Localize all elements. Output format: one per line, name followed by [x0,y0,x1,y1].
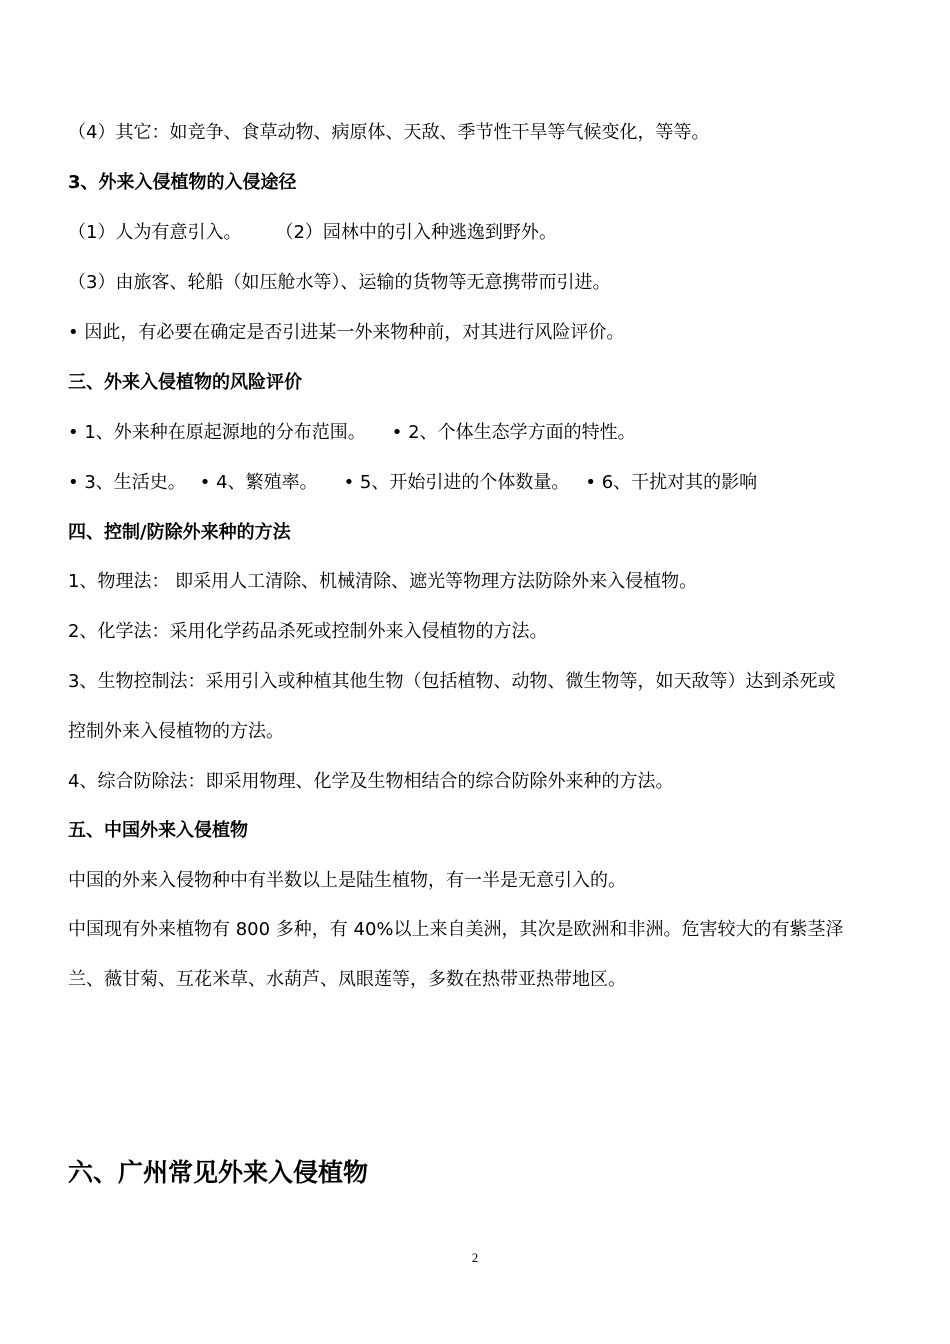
pathway-3: （3）由旅客、轮船（如压舱水等）、运输的货物等无意携带而引进。 [68,272,611,293]
pathway-row-1 [68,221,888,245]
method-integrated: 4、综合防除法：即采用物理、化学及生物相结合的综合防除外来种的方法。 [68,771,674,792]
section-control-methods: 四、控制/防除外来种的方法 [68,522,291,543]
heading-invasion-pathways: 3、外来入侵植物的入侵途径 [68,172,297,193]
method-chemical: 2、化学法：采用化学药品杀死或控制外来入侵植物的方法。 [68,621,548,642]
risk-item-5: • 5、开始引进的个体数量。 [343,472,570,493]
pathway-1: （1）人为有意引入。 [68,222,242,243]
method-physical: 1、物理法： 即采用人工清除、机械清除、遮光等物理方法防除外来入侵植物。 [68,571,698,592]
risk-row-1 [68,421,888,445]
risk-item-1: • 1、外来种在原起源地的分布范围。 [68,422,366,443]
china-paragraph-2-line-2: 兰、薇甘菊、互花米草、水葫芦、凤眼莲等，多数在热带亚热带地区。 [68,969,626,990]
risk-item-2: • 2、个体生态学方面的特性。 [391,422,636,443]
item-4-other: （4）其它：如竞争、食草动物、病原体、天敌、季节性干旱等气候变化，等等。 [68,122,710,143]
china-paragraph-1: 中国的外来入侵物种中有半数以上是陆生植物，有一半是无意引入的。 [68,870,626,891]
section-china-invasive-plants: 五、中国外来入侵植物 [68,820,248,841]
therefore-bullet: • 因此，有必要在确定是否引进某一外来物种前，对其进行风险评价。 [68,322,625,343]
risk-item-4: • 4、繁殖率。 [199,472,318,493]
risk-row-2 [68,471,888,495]
china-paragraph-2-line-1: 中国现有外来植物有 800 多种，有 40%以上来自美洲，其次是欧洲和非洲。危害较大的有紫茎泽 [68,919,844,940]
section-guangzhou-invasive-plants: 六、广州常见外来入侵植物 [68,1158,369,1187]
method-biological-line-1: 3、生物控制法：采用引入或种植其他生物（包括植物、动物、微生物等，如天敌等）达到杀死或 [68,671,836,692]
page-number: 2 [471,1250,479,1265]
section-risk-assessment: 三、外来入侵植物的风险评价 [68,372,302,393]
method-biological-line-2: 控制外来入侵植物的方法。 [68,721,284,742]
pathway-2: （2）园林中的引入种逃逸到野外。 [275,222,557,243]
risk-item-6: • 6、干扰对其的影响 [585,472,758,493]
risk-item-3: • 3、生活史。 [68,472,186,493]
